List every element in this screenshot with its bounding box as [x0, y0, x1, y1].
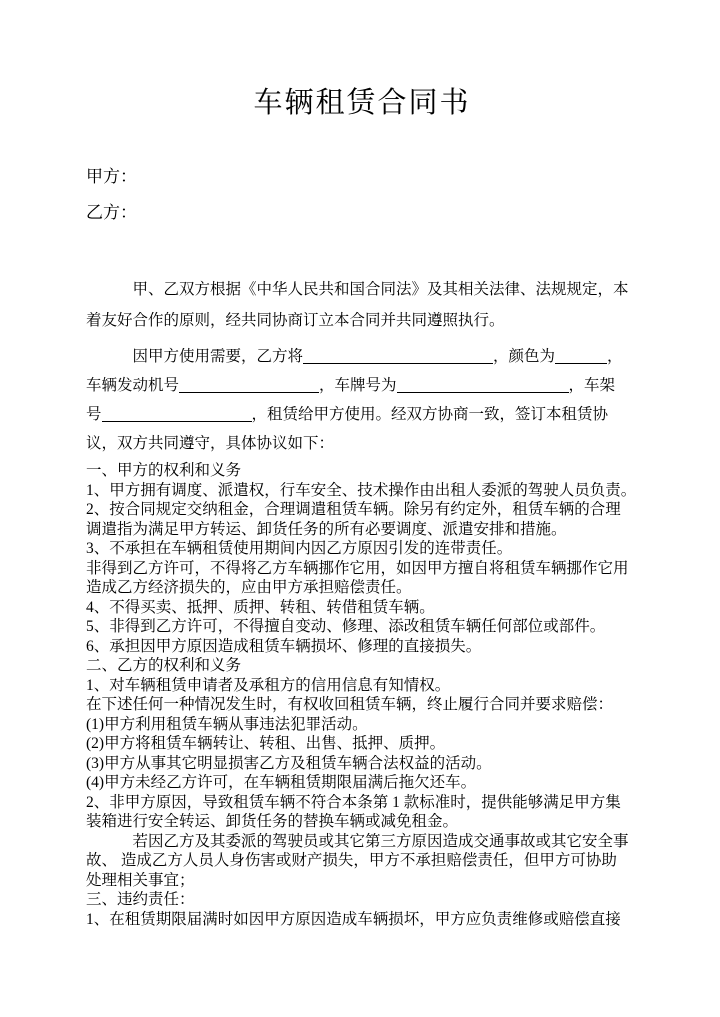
- body-line: 1、对车辆租赁申请者及承租方的信用信息有知情权。: [86, 676, 451, 694]
- text-segment: 因甲方使用需要，乙方将: [86, 348, 304, 365]
- body-line: 三、违约责任：: [86, 891, 195, 908]
- body-line: 2、非甲方原因，导致租赁车辆不符合本条第 1 款标准时，提供能够满足甲方集: [86, 793, 621, 811]
- contract-body: [86, 461, 638, 929]
- body-line: 处理相关事宜；: [86, 871, 195, 889]
- fill-line: [86, 342, 638, 371]
- party-a-label: 甲方：: [86, 167, 137, 186]
- text-segment: 议，双方共同遵守，具体协议如下：: [86, 435, 335, 452]
- text-segment: ，租赁给甲方使用。经双方协商一致，签订本租赁协: [251, 406, 609, 423]
- blank-underline: [303, 349, 493, 364]
- blank-underline: [397, 378, 569, 393]
- body-line: 装箱进行安全转运、卸货任务的替换车辆或减免租金。: [86, 813, 459, 830]
- body-line: 在下述任何一种情况发生时，有权收回租赁车辆，终止履行合同并要求赔偿：: [86, 696, 614, 713]
- body-line: 4、不得买卖、抵押、质押、转租、转借租赁车辆。: [86, 598, 435, 616]
- body-line: 2、按合同规定交纳租金，合理调遣租赁车辆。除另有约定外，租赁车辆的合理: [86, 501, 621, 518]
- intro-line: 甲、乙双方根据《中华人民共和国合同法》及其相关法律、法规规定，本: [86, 281, 629, 298]
- fill-line: [86, 371, 638, 400]
- fill-line: [86, 400, 638, 429]
- intro-line: 着友好合作的原则，经共同协商订立本合同并共同遵照执行。: [86, 312, 505, 329]
- body-line: 造成乙方经济损失的，应由甲方承担赔偿责任。: [86, 579, 412, 596]
- text-segment: 车辆发动机号: [86, 377, 180, 394]
- text-segment: ，车架: [568, 377, 616, 394]
- text-segment: 号: [86, 406, 102, 423]
- body-line: 非得到乙方许可，不得将乙方车辆挪作它用，如因甲方擅自将租赁车辆挪作它用: [86, 559, 629, 577]
- body-line: 调遣指为满足甲方转运、卸货任务的所有必要调度、派遣安排和措施。: [86, 520, 567, 538]
- body-line: 1、在租赁期限届满时如因甲方原因造成车辆损坏，甲方应负责维修或赔偿直接: [86, 910, 621, 928]
- fill-in-paragraph: [86, 342, 638, 458]
- body-line: 一、甲方的权利和义务: [86, 462, 242, 479]
- body-line: 二、乙方的权利和义务: [86, 657, 242, 674]
- body-line: 1、甲方拥有调度、派遣权，行车安全、技术操作由出租人委派的驾驶人员负责。: [86, 481, 637, 499]
- intro-paragraph: [86, 274, 638, 336]
- body-line: 若因乙方及其委派的驾驶员或其它第三方原因造成交通事故或其它安全事: [86, 832, 629, 850]
- text-segment: ，: [607, 348, 623, 365]
- document-title: 车辆租赁合同书: [253, 87, 471, 119]
- body-line: 故、 造成乙方人员人身伤害或财产损失，甲方不承担赔偿责任，但甲方可协助: [86, 852, 617, 869]
- fill-line: [86, 429, 638, 458]
- body-line: (2)甲方将租赁车辆转让、转租、出售、抵押、质押。: [86, 735, 446, 752]
- body-line: (1)甲方利用租赁车辆从事违法犯罪活动。: [86, 715, 368, 733]
- body-line: 5、非得到乙方许可，不得擅自变动、修理、添改租赁车辆任何部位或部件。: [86, 618, 606, 635]
- body-line: 3、不承担在车辆租赁使用期间内因乙方原因引发的连带责任。: [86, 540, 513, 557]
- text-segment: ，颜色为: [493, 348, 556, 365]
- blank-underline: [102, 407, 252, 422]
- party-b-label: 乙方：: [86, 203, 137, 222]
- body-line: 6、承担因甲方原因造成租赁车辆损坏、修理的直接损失。: [86, 637, 482, 655]
- body-line: (3)甲方从事其它明显损害乙方及租赁车辆合法权益的活动。: [86, 754, 492, 772]
- text-segment: ，车牌号为: [319, 377, 397, 394]
- blank-underline: [555, 349, 607, 364]
- body-line: (4)甲方未经乙方许可，在车辆租赁期限届满后拖欠还车。: [86, 774, 477, 791]
- blank-underline: [179, 378, 319, 393]
